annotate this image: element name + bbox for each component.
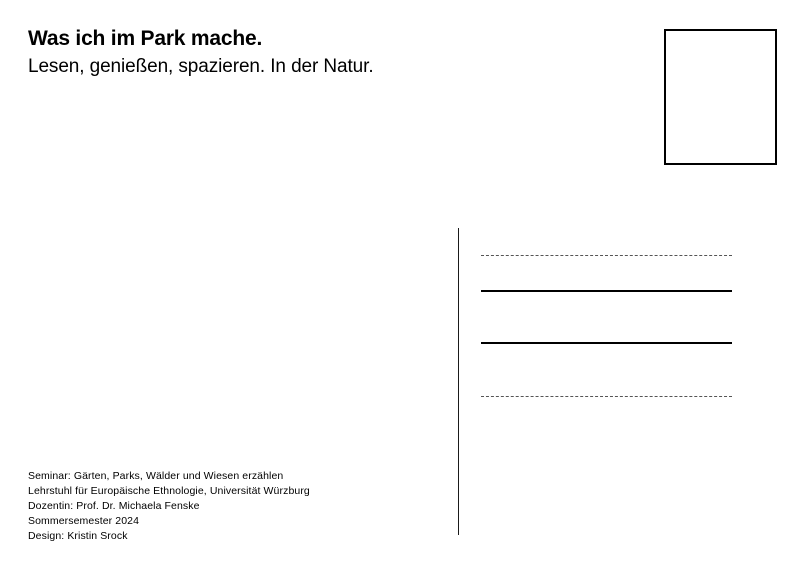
- stamp-placeholder-box: [664, 29, 777, 165]
- credit-line-semester: Sommersemester 2024: [28, 515, 140, 528]
- credits-block: [28, 469, 310, 544]
- address-gap-3: [481, 344, 732, 396]
- address-gap-2: [481, 292, 732, 342]
- credit-line-lecturer: Dozentin: Prof. Dr. Michaela Fenske: [28, 500, 200, 513]
- address-line-4[interactable]: [481, 396, 732, 397]
- page-title: Was ich im Park mache.: [28, 27, 263, 50]
- address-gap-1: [481, 256, 732, 290]
- page-subtitle: Lesen, genießen, spazieren. In der Natur.: [28, 56, 374, 78]
- credit-line-chair: Lehrstuhl für Europäische Ethnologie, Universität Würzburg: [28, 485, 310, 498]
- headline-block: [28, 26, 588, 80]
- credit-line-design: Design: Kristin Srock: [28, 530, 128, 543]
- credit-line-seminar: Seminar: Gärten, Parks, Wälder und Wiesen erzählen: [28, 470, 284, 483]
- address-line-group: [481, 255, 732, 397]
- vertical-divider: [458, 228, 459, 535]
